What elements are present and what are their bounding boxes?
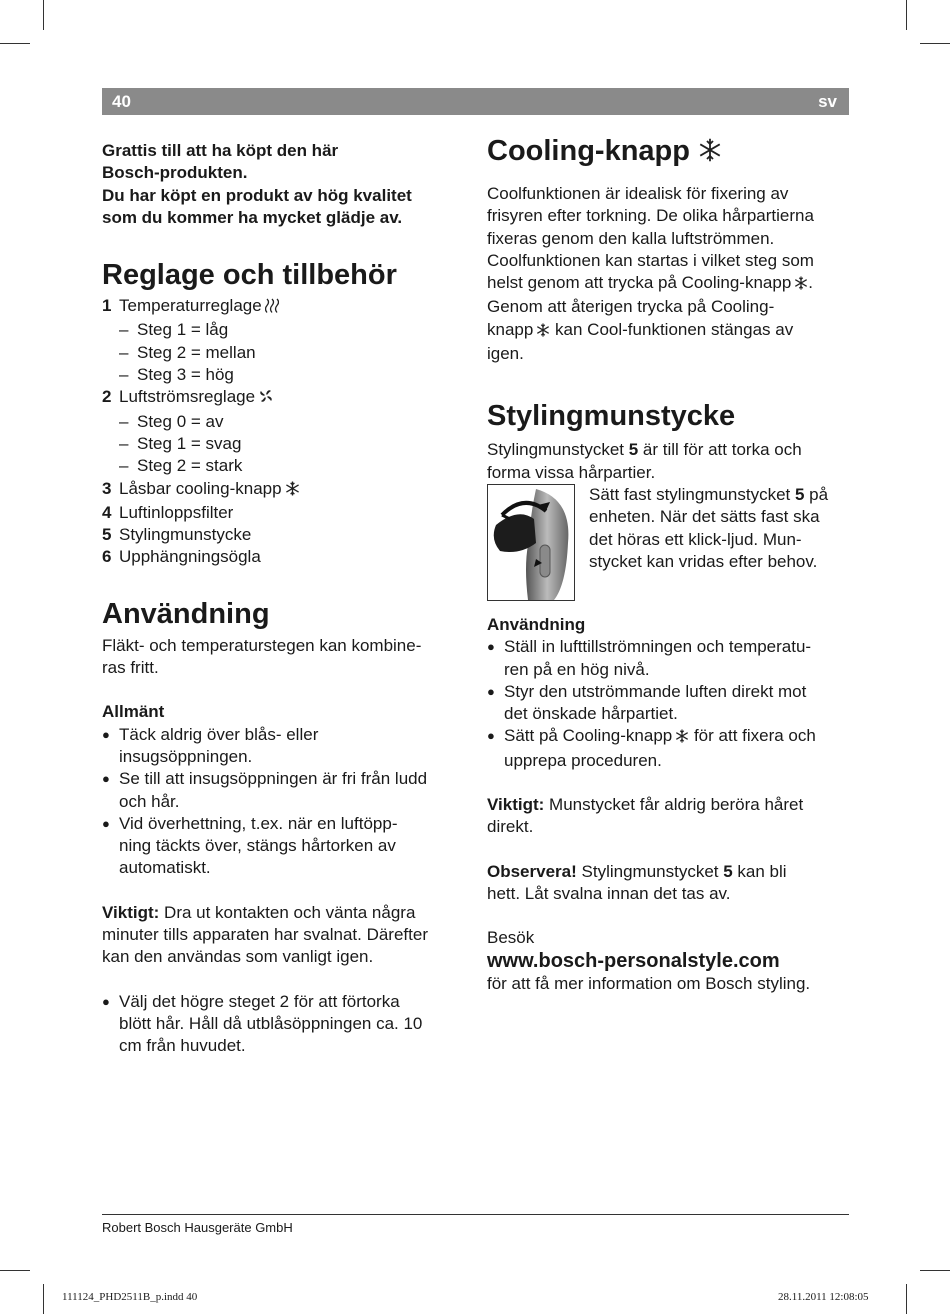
text-line: ning täckts över, stängs hårtorken av <box>119 836 396 856</box>
item-number: 2 <box>102 387 112 407</box>
step-list <box>119 319 462 386</box>
crop-mark <box>906 1284 907 1314</box>
page-header-bar <box>102 88 849 115</box>
item-number: 5 <box>723 861 733 881</box>
list-item <box>487 636 849 681</box>
list-item <box>102 524 462 546</box>
item-label: Upphängningsögla <box>119 547 261 567</box>
item-label: Luftinloppsfilter <box>119 502 234 522</box>
list-item: – Steg 1 = svag <box>119 433 462 455</box>
item-label: Låsbar cooling-knapp <box>119 478 282 498</box>
text-line: kan bli <box>732 861 787 881</box>
text-line: Ställ in lufttillströmningen och temperatu- <box>504 637 812 657</box>
general-bullets <box>102 724 462 880</box>
snowflake-icon <box>698 136 722 170</box>
figure-block <box>487 484 849 605</box>
item-number: 3 <box>102 478 112 498</box>
text-line: forma vissa hårpartier. <box>487 462 656 482</box>
list-item <box>102 502 462 524</box>
intro-line: Bosch-produkten. <box>102 163 248 183</box>
controls-list <box>102 295 462 569</box>
text-line: på <box>804 484 829 504</box>
intro-line: Grattis till att ha köpt den här <box>102 141 339 160</box>
important-label: Viktigt: <box>102 902 160 922</box>
crop-mark <box>906 0 907 30</box>
crop-mark <box>43 1284 44 1314</box>
list-item <box>102 386 462 477</box>
text-line: enheten. När det sätts fast ska <box>589 507 820 527</box>
visit-block <box>487 927 849 995</box>
note-label: Observera! <box>487 861 577 881</box>
slug-file: 111124_PHD2511B_p.indd 40 <box>62 1291 198 1303</box>
text-line: upprepa proceduren. <box>504 750 662 770</box>
text-line: knapp <box>487 319 534 339</box>
list-item: – Steg 2 = stark <box>119 455 462 477</box>
styling-bullets <box>487 636 849 772</box>
item-number: 6 <box>102 547 112 567</box>
text-line: fixeras genom den kalla luftströmmen. <box>487 228 775 248</box>
text-line: helst genom att trycka på Cooling-knapp <box>487 273 792 293</box>
usage-heading: Användning <box>102 597 270 630</box>
text-line: det önskade hårpartiet. <box>504 704 678 724</box>
controls-heading: Reglage och tillbehör <box>102 259 397 292</box>
right-column <box>487 135 849 995</box>
text-line: Täck aldrig över blås- eller <box>119 724 319 744</box>
item-number: 5 <box>794 484 805 504</box>
item-number: 4 <box>102 502 112 522</box>
cooling-heading <box>487 134 849 170</box>
cooling-heading-text: Cooling-knapp <box>487 135 690 167</box>
text-line: frisyren efter torkning. De olika hårpartierna <box>487 206 814 226</box>
text-line: cm från huvudet. <box>119 1036 246 1056</box>
important-note <box>102 902 462 969</box>
text-line: hett. Låt svalna innan det tas av. <box>487 883 731 903</box>
text-line: är till för att torka och <box>638 440 802 460</box>
cooling-text <box>487 183 849 365</box>
fan-icon <box>258 388 274 410</box>
text-line: direkt. <box>487 817 534 837</box>
crop-mark <box>920 1270 950 1271</box>
styling-intro <box>487 439 849 484</box>
intro-line: Du har köpt en produkt av hög kvalitet <box>102 185 412 205</box>
styling-usage-heading: Användning <box>487 614 586 634</box>
intro-text <box>102 140 462 229</box>
list-item: – Steg 0 = av <box>119 411 462 433</box>
text-line: och hår. <box>119 791 180 811</box>
list-item <box>102 813 462 880</box>
text-line: Sätt fast stylingmunstycket <box>589 484 795 504</box>
list-item <box>487 681 849 726</box>
heat-waves-icon <box>265 297 279 319</box>
step-list <box>119 411 462 478</box>
text-line: automatiskt. <box>119 858 211 878</box>
left-column <box>102 140 462 1058</box>
item-label: Temperaturreglage <box>119 296 262 316</box>
important-label: Viktigt: <box>487 795 545 815</box>
text-line: ras fritt. <box>102 658 159 678</box>
text-line: Munstycket får aldrig beröra håret <box>544 795 804 815</box>
list-item <box>102 478 462 502</box>
text-line: kan Cool-funktionen stängas av <box>550 319 794 339</box>
text-line: Styr den utströmmande luften direkt mot <box>504 681 807 701</box>
text-line: insugsöppningen. <box>119 746 253 766</box>
item-number: 5 <box>102 525 112 545</box>
text-line: ren på en hög nivå. <box>504 659 650 679</box>
snowflake-icon <box>794 274 808 296</box>
list-item <box>102 546 462 568</box>
text-line: Dra ut kontakten och vänta några <box>159 902 416 922</box>
text-line: minuter tills apparaten har svalnat. Därefter <box>102 925 428 945</box>
styling-heading: Stylingmunstycke <box>487 400 736 433</box>
styling-note <box>487 861 849 906</box>
list-item <box>487 725 849 772</box>
text-line: Stylingmunstycket <box>487 440 629 460</box>
list-item <box>102 991 462 1058</box>
text-line: kan den användas som vanligt igen. <box>102 947 374 967</box>
text-line: stycket kan vridas efter behov. <box>589 551 818 571</box>
crop-mark <box>43 0 44 30</box>
text-line: Coolfunktionen är idealisk för fixering av <box>487 184 789 203</box>
item-number: 5 <box>628 440 639 460</box>
text-line: Genom att återigen trycka på Cooling- <box>487 297 775 317</box>
item-label: Stylingmunstycke <box>119 525 252 545</box>
text-line: Se till att insugsöppningen är fri från ludd <box>119 769 428 789</box>
list-item: – Steg 3 = hög <box>119 364 462 386</box>
crop-mark <box>0 43 30 44</box>
text-line: Coolfunktionen kan startas i vilket steg som <box>487 250 814 270</box>
extra-bullets <box>102 991 462 1058</box>
text-line: Vid överhettning, t.ex. när en luftöpp- <box>119 813 398 833</box>
footer-company: Robert Bosch Hausgeräte GmbH <box>102 1220 293 1235</box>
item-number: 1 <box>102 296 112 316</box>
nozzle-illustration <box>487 484 575 601</box>
text-line: det höras ett klick-ljud. Mun- <box>589 529 802 549</box>
page-number: 40 <box>112 92 131 111</box>
list-item <box>102 724 462 769</box>
snowflake-icon <box>675 727 689 749</box>
crop-mark <box>920 43 950 44</box>
list-item: – Steg 1 = låg <box>119 319 462 341</box>
list-item: – Steg 2 = mellan <box>119 342 462 364</box>
crop-mark <box>0 1270 30 1271</box>
text-line: Välj det högre steget 2 för att förtorka <box>119 991 400 1011</box>
snowflake-icon <box>285 480 300 502</box>
text-line: Besök <box>487 928 535 948</box>
item-label: Luftströmsreglage <box>119 387 256 407</box>
website-link[interactable]: www.bosch-personalstyle.com <box>487 949 780 972</box>
slug-date: 28.11.2011 12:08:05 <box>778 1291 869 1303</box>
list-item <box>102 295 462 386</box>
snowflake-icon <box>536 321 550 343</box>
footer-divider <box>102 1214 849 1215</box>
text-line: Fläkt- och temperaturstegen kan kombine- <box>102 635 422 655</box>
text-line: . <box>808 273 814 293</box>
text-line: för att få mer information om Bosch styling. <box>487 973 811 993</box>
text-line: igen. <box>487 344 524 364</box>
text-line: Sätt på Cooling-knapp <box>504 726 673 746</box>
language-code: sv <box>818 92 837 111</box>
text-line: blött hår. Håll då utblåsöppningen ca. 10 <box>119 1013 423 1033</box>
intro-line: som du kommer ha mycket glädje av. <box>102 207 403 227</box>
usage-text <box>102 635 462 680</box>
list-item <box>102 768 462 813</box>
styling-important <box>487 794 849 839</box>
general-heading: Allmänt <box>102 702 165 722</box>
text-line: Stylingmunstycket <box>576 861 724 881</box>
text-line: för att fixera och <box>689 726 816 746</box>
